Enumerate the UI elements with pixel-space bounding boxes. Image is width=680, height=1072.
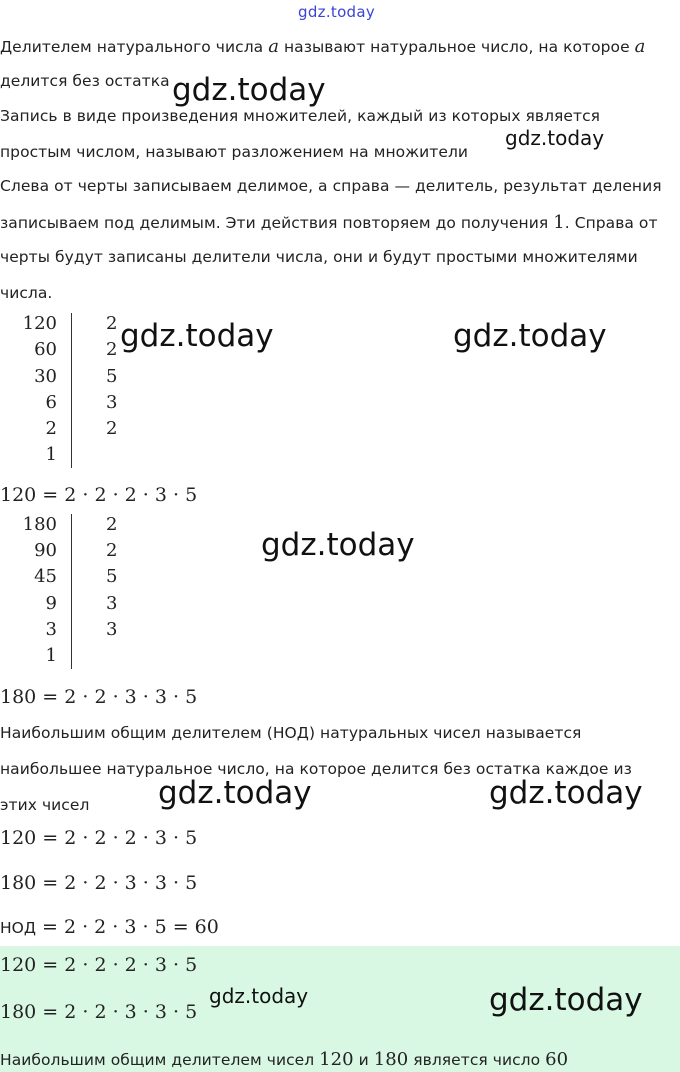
dividend: 6: [45, 392, 57, 413]
text: Наибольшим общим делителем чисел: [0, 1051, 320, 1069]
method-line1: Слева от черты записываем делимое, а справа — делитель, результат деления: [0, 177, 662, 195]
gcd-eq-120: 120 = 2 · 2 · 2 · 3 · 5: [0, 827, 198, 849]
text: называют натуральное число, на которое: [278, 38, 635, 56]
text: и: [353, 1051, 374, 1069]
divisor: 2: [106, 540, 118, 561]
dividend: 9: [45, 593, 57, 614]
nod-label: НОД: [0, 919, 36, 937]
number: 1: [553, 212, 565, 233]
method-line2: [0, 212, 658, 233]
watermark: gdz.today: [489, 982, 643, 1018]
method-line4: числа.: [0, 284, 53, 302]
answer-eq-180: 180 = 2 · 2 · 3 · 3 · 5: [0, 1001, 198, 1023]
nod-equation: = 2 · 2 · 3 · 5 = 60: [35, 916, 219, 938]
divisor: 3: [106, 392, 118, 413]
number: 180: [373, 1049, 409, 1070]
dividend: 120: [22, 313, 57, 334]
divisor: 3: [106, 593, 118, 614]
divisor: 3: [106, 619, 118, 640]
method-line3: черты будут записаны делители числа, они и будут простыми множителями: [0, 248, 638, 266]
divisor: 2: [106, 514, 118, 535]
watermark: gdz.today: [261, 527, 415, 563]
text: Делителем натурального числа: [0, 38, 269, 56]
gcd-definition-line3: этих чисел: [0, 796, 90, 814]
top-watermark: gdz.today: [298, 3, 376, 21]
divisor: 2: [106, 313, 118, 334]
number: 60: [545, 1049, 569, 1070]
divisor: 2: [106, 339, 118, 360]
divisor: 5: [106, 566, 118, 587]
gcd-result: [0, 916, 219, 938]
answer-final: [0, 1049, 568, 1070]
dividend: 180: [22, 514, 57, 535]
answer-eq-120: 120 = 2 · 2 · 2 · 3 · 5: [0, 954, 198, 976]
dividend: 1: [45, 444, 57, 465]
watermark: gdz.today: [453, 318, 607, 354]
table-divider-line: [71, 313, 72, 468]
number: 120: [319, 1049, 354, 1070]
watermark: gdz.today: [505, 126, 605, 150]
watermark: gdz.today: [489, 775, 643, 811]
dividend: 2: [45, 418, 57, 439]
dividend: 45: [34, 566, 57, 587]
watermark: gdz.today: [172, 72, 326, 108]
dividend: 60: [34, 339, 57, 360]
gcd-definition-line1: Наибольшим общим делителем (НОД) натуральных чисел называется: [0, 724, 582, 742]
divisor-definition-line2: делится без остатка: [0, 72, 170, 90]
watermark: gdz.today: [158, 775, 312, 811]
dividend: 1: [45, 645, 57, 666]
watermark: gdz.today: [120, 318, 274, 354]
result-120: 120 = 2 · 2 · 2 · 3 · 5: [0, 484, 198, 506]
dividend: 3: [45, 619, 57, 640]
text: записываем под делимым. Эти действия повторяем до получения: [0, 214, 554, 232]
var-a: a: [634, 36, 646, 57]
text: . Справа от: [564, 214, 658, 232]
factorization-definition-line2: простым числом, называют разложением на множители: [0, 143, 469, 161]
dividend: 90: [34, 540, 57, 561]
text: является число: [408, 1051, 546, 1069]
dividend: 30: [34, 366, 57, 387]
result-180: 180 = 2 · 2 · 3 · 3 · 5: [0, 686, 198, 708]
factorization-definition-line1: Запись в виде произведения множителей, каждый из которых является: [0, 107, 601, 125]
divisor: 5: [106, 366, 118, 387]
gcd-definition-line2: наибольшее натуральное число, на которое делится без остатка каждое из: [0, 760, 632, 778]
watermark: gdz.today: [209, 984, 309, 1008]
var-a: a: [268, 36, 279, 57]
gcd-eq-180: 180 = 2 · 2 · 3 · 3 · 5: [0, 872, 198, 894]
table-divider-line: [71, 514, 72, 669]
divisor-definition-line1: [0, 36, 645, 57]
divisor: 2: [106, 418, 118, 439]
